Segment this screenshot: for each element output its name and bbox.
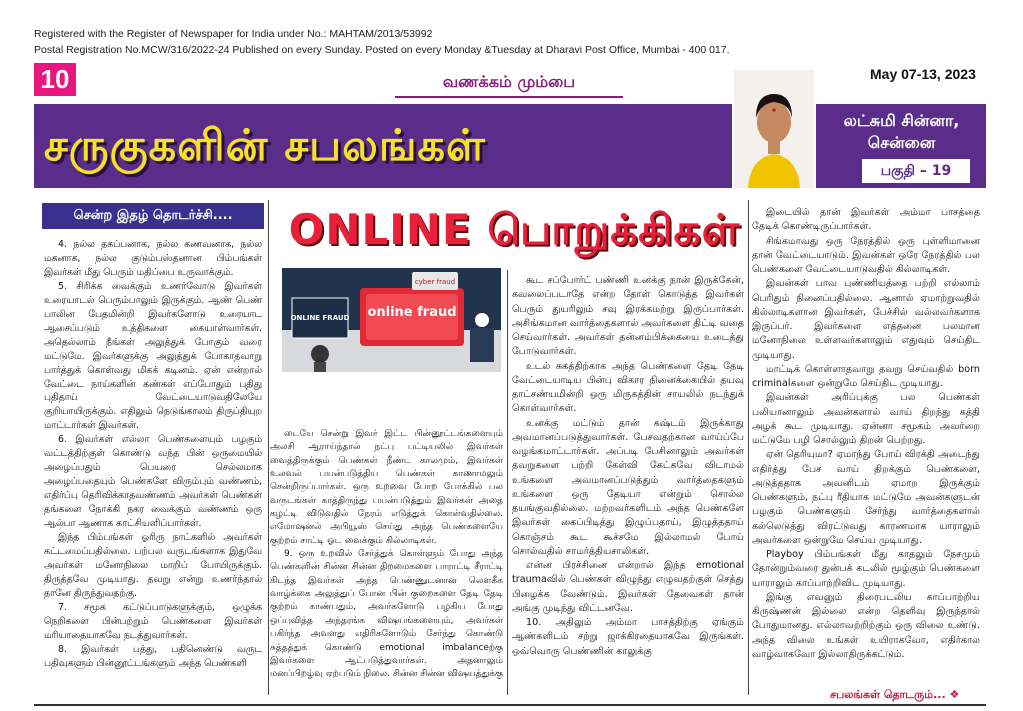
paragraph: கூட சப்போர்ட் பண்ணி உனக்கு நான் இருக்கேன், கவலைப்படாதே என்ற தோள் கொடுத்த இவர்கள் பெரும் துயரிலும் சவு இரக்கமற்று இருப்பார்கள். அசிங்கமான வார்த்தைகளால் அவர்களை திட்டி வதை செய்வார்கள். அவர்கள் தன்னம்பிக்கையை உடைத்து போடுவார்கள். — [512, 275, 744, 358]
paragraph: உனக்கு மட்டும் தான் கஷ்டம் இருக்காது அவமானப்படுத்துவார்கள். பேசவதற்கான வாய்ப்பே வழங்கமாட்டார்கள். அப்படி பேசினாலும் அவர்கள் தவறுகளை பற்றி கேள்வி கேட்கவே விடாமல் உங்களை அவமானப்படுத்தும் வார்த்தைகளும் உங்களை ஒரு தேடியா என்றும் சொல்ல தயங்குவதில்லை. மற்றவர்களிடம் அந்த பெண்களே இவர்கள் கைப்பிடித்து இழுப்பதாய், இழுத்ததாய் கொஞ்சம் கூட கூச்சமே இல்லாமல் போய் சொல்வதில் சாமர்த்தியசாலிகள். — [512, 417, 744, 557]
article-column-2 — [270, 428, 503, 682]
page-number: 10 — [34, 63, 76, 96]
article-column-1 — [44, 238, 262, 671]
author-city: சென்னை — [867, 133, 936, 152]
continued-label: சென்ற இதழ் தொடர்ச்சி.... — [42, 203, 264, 229]
bottom-rule — [34, 704, 986, 706]
paragraph: 9. ஒரு உறவில் சேர்த்துக் கொள்ளும் போது அந்த பெண்களின் சின்ன சின்ன திறமைகளை பாராட்டி சீராட்டி கிடந்த இவர்கள் அந்த பெண்ணுடனான லௌகீக வாழ்க்கை அலுத்துப் போன பின் குறைகளை தேடி தேடி குற்றம் காண்பதும், அவர்களோடு பழகிய போது ஒப்புவித்த அந்தரங்க விஷயங்களையும், அவர்கள் பகிர்ந்த அவளது எதிரிகளோடும் சேர்ந்து கொண்டு சுத்தத்துக் கொண்டு emotional imbalanceற்கு இவர்களை ஆட்படுத்துவார்கள். அதனாலும் மனப்பிறழ்வு ஏற்படும் நிலை. சின்ன சின்ன விஷயத்துக்கு — [270, 549, 503, 680]
masthead-logo: வணக்கம் மும்பை — [395, 68, 623, 98]
issue-date: May 07-13, 2023 — [870, 66, 976, 82]
paragraph: மாட்டிக் கொள்ளாதவாறு தவறு செய்வதில் born criminalகளை ஒன்றுமே செய்திட முடியாது. — [752, 363, 980, 389]
column-divider — [748, 200, 749, 695]
image-text-online: online fraud — [367, 305, 457, 320]
article-column-4 — [752, 206, 980, 662]
paragraph: டையே சென்று இவர் இட்ட பின்னூட்டங்களையும் அலசி ஆராய்ந்தால் நட்பு பட்டியலில் இவர்கள் வைத்திருக்கும் பெண்கள் நீண்ட காலமும், இவர்கள் உலவல் பயன்படுத்திய பெண்கள் காணாமலும் சென்றிருப்பார்கள். ஒரு உறவை போற போக்கில் பல வருடங்கள் காத்திருந்து பயன்படுத்தும் இவர்கள் அதை கழட்டி விடுவதில் நேரம் எடுத்துக் கொள்வதில்லை. எமோஷனல் அபியூஸ் செய்து அந்த பெண்களையே குற்றம் சாட்டி ஓட வைக்கும் கில்லாடிகள். — [270, 429, 503, 546]
paragraph: என்ன பிரச்சினை என்றால் இந்த emotional traumaவில் பெண்கள் விழுந்து எழுவதற்குள் செத்து பிழைக்க வேண்டும். இவர்கள் தேவைகள் தான் அங்கு முடிந்து விட்டனவே. — [512, 560, 744, 614]
paragraph: இங்கு எவனும் திரைபடலிய காப்பாற்றிய கிருஷ்ணன் இல்லை என்ற தெளிவு இருந்தால் போதுமானது. எல்லாவற்றிற்கும் ஒரு விலை உண்டு. அந்த விலை உங்கள் உயிராகவோ, எதிர்கால வாழ்வாகவோ இல்லாதிருக்கட்டும். — [752, 591, 980, 660]
paragraph: Playboy பிம்பங்கள் மீது காதலும் நேசமும் தோன்றும்வரை துன்பக் கடலில் மூழ்கும் பெண்களை யாராலும் காப்பாற்றிவிட முடியாது. — [752, 549, 980, 589]
image-text-left: ONLINE FRAUD — [290, 314, 350, 322]
title-banner — [34, 104, 986, 188]
paragraph: இந்த பிம்பங்கள் ஓரிரு நாட்களில் அவர்கள் கட்டமைப்பதில்லை. பற்பல வருடங்களாக இதுவே அவர்கள் மனோநிலை மாறிப் போயிருக்கும். திருத்தவே முடியாது. தவறு என்று உணர்ந்தால் தானே திருந்துவதற்கு. — [44, 532, 262, 599]
to-be-continued: சபலங்கள் தொடரும்... ❖ — [830, 688, 960, 701]
online-fraud-illustration — [282, 268, 501, 372]
column-divider — [268, 200, 269, 695]
paragraph: ஏன் தெரியுமா? ஏமாந்து போய் விரக்தி அடைந்து எதிர்த்து பேச வாய் திறக்கும் பெண்களை, அடுத்ததாக அவனிடம் ஏமாற இருக்கும் பெண்களும், நட்பு ரீதியாக மட்டுமே அவன்களுடன் பழகும் பெண்களும் சேர்ந்து வார்த்தைகளால் கல்லெடுத்து விரட்டுவது காரணமாக யாராலும் அவர்களை ஒன்றுமே செய்ய முடியாது. — [752, 449, 980, 546]
postal-registration-line: Postal Registration No.MCW/316/2022-24 Published on every Sunday. Posted on every Monday &Tuesday at Dharavi Post Office, Mumbai - 400 017. — [34, 44, 730, 56]
paragraph: 6. இவர்கள் எல்லா பெண்களையும் பழகும் வட்டத்திற்குள் கொண்டு வந்த பின் ஒருமையில் அழைப்பதும் பெயரை செல்லமாக அழைப்பதையும் பெண்களே விரும்பும் வண்ணம், எதிர்ப்பு தெரிவிக்காதவண்ணம் அவர்கள் பெண்கள் தங்களை நோக்கி நகர வைக்கும் வண்ணம் ஒரு ஆல்பா ஆணாக காட்சியளிப்பார்கள். — [44, 434, 262, 530]
paragraph: இவன்கள் பாவ புண்ணியத்தை பற்றி எல்லாம் பெரிதும் நினைப்பதில்லை. ஆனால் ஏமாற்றுவதில் கில்லாடிகளான இவர்கள், பேச்சில் வல்லவர்களாக இருப்பர். இவர்களை எத்தனை பலமான மனோநிலை உள்ளவர்களாலும் எதுவும் செய்திட முடியாது. — [752, 278, 980, 361]
paragraph: 4. நல்ல தகப்பனாக, நல்ல கணவனாக, நல்ல மகனாக, நல்ல குடும்பஸ்தனான பிம்பங்கள் இவர்கள் மீது பெரும் மதிப்பை உருவாக்கும். — [44, 239, 262, 278]
author-photo — [732, 68, 816, 190]
paragraph: உடல் சுகத்திற்காக அந்த பெண்களை தேடி தேடி வேட்டையாடிய பின்பு விகார நினைக்கையில் தயவு தாட்சண்யமின்றி ஒரு மிருகத்தின் சாயலில் நடந்துக் கொள்வார்கள். — [512, 360, 744, 415]
registration-line: Registered with the Register of Newspaper for India under No.: MAHTAM/2013/53992 — [34, 28, 433, 40]
series-title: சருகுகளின் சபலங்கள் — [44, 121, 486, 171]
author-byline — [819, 110, 984, 154]
paragraph: இடையில் தான் இவர்கள் அம்மா பாசத்தை தேடிக் கொண்டிருப்பார்கள். — [752, 207, 980, 233]
author-name: லட்சுமி சின்னா, — [843, 111, 960, 130]
paragraph: 7. சமூக கட்டுப்பாடுகளுக்கும், ஒழுக்க நெறிகளை பின்பற்றும் பெண்களை இவர்கள் மரியாதையாகவே நடத்துவார்கள். — [44, 601, 262, 641]
article-headline: ONLINE பொறுக்கிகள் — [288, 205, 741, 254]
paragraph: 10. அதிலும் அம்மா பாசத்திற்கு ஏங்கும் ஆண்களிடம் சற்று ஜாக்கிரதையாகவே இருங்கள். ஒவ்வொரு பெண்ணின் காலுக்கு — [512, 617, 744, 657]
author-portrait-illustration — [734, 70, 814, 188]
column-divider — [507, 270, 508, 695]
paragraph: 5. சிரிக்க வைக்கும் உணர்வோடு இவர்கள் உரையாடல் பெரும்பாலும் இருக்கும். ஆண் பெண் பாலின பேதமின்றி இவர்களோடு உரையாட ஆசைப்படும் உத்திகளை கையாள்வார்கள். அதெல்லாம் நீங்கள் அலுத்துக் போகும் வரை மட்டுமே. இவர்களுக்கு அலுத்துக் போகாதவாறு பார்த்துக் கொள்வது மிகக் கடினம். ஏன் என்றால் வேட்டை நாய்களின் கண்கள் எப்போதும் புதிது புதிதாய் வேட்டையாடுவதிலேயே குறியாயிருக்கும். எதிலும் நெடுங்காலம் திருப்தியுற மாட்டார்கள் இவர்கள். — [44, 280, 262, 432]
paragraph: 8. இவர்கள் பத்து, பதினெண்டு வருட பதிவுகளும் பின்னூட்டங்களும் அந்த பெண்களி — [44, 643, 262, 669]
image-text-cyber: cyber fraud — [414, 278, 456, 286]
article-column-3 — [512, 274, 744, 659]
part-number: பகுதி – 19 — [862, 159, 970, 183]
paragraph: சிங்கமாவது ஒரு நேரத்தில் ஒரு புள்ளிமானை தான் வேட்டையாடும். இவன்கள் ஒரே நேரத்தில் பல பெண்களை வேட்டையாடுவதில் கில்லாடிகள். — [752, 235, 980, 275]
paragraph: இவன்கள் அரிப்புக்கு பல பெண்கள் பலியானாலும் அவன்களால் வாய் திறந்து கத்தி அழக் கூட முடியாது. ஏன்னா சமூகம் அவர்றை மட்டுமே பழி சொல்லும் திறன் பெற்றது. — [752, 392, 980, 446]
fraud-scene — [282, 268, 501, 372]
